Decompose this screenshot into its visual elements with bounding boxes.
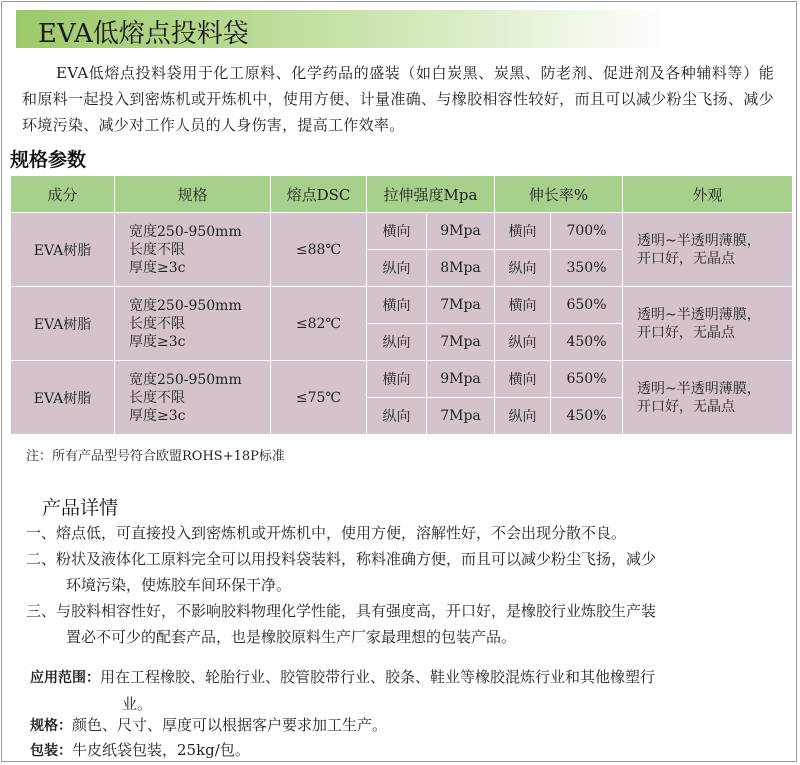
- cell-spec: [115, 213, 271, 287]
- header-component: 成分: [11, 176, 115, 213]
- cell-tensile-dir: 纵向: [367, 398, 427, 435]
- application-text-cont: 业。: [122, 695, 153, 713]
- spec-heading: 规格参数: [10, 149, 87, 171]
- spec-length: 长度不限: [129, 315, 185, 332]
- cell-tensile-dir: 横向: [367, 213, 427, 250]
- spec-width: 宽度250-950mm: [129, 371, 242, 388]
- header-melting: 熔点DSC: [271, 176, 367, 213]
- application-label: 应用范围：: [30, 670, 100, 686]
- application-range: [30, 664, 782, 717]
- cell-appearance: [623, 213, 793, 287]
- cell-elong-val: 650%: [551, 287, 623, 324]
- detail-line: 二、粉状及液体化工原料完全可以用投料袋装料，称料准确方便，而且可以减少粉尘飞扬，减少: [26, 550, 657, 568]
- cell-tensile-val: 8Mpa: [427, 250, 495, 287]
- intro-paragraph: EVA低熔点投料袋用于化工原料、化学药品的盛装（如白炭黑、炭黑、防老剂、促进剂及各种辅料等）能和原料一起投入到密炼机或开炼机中，使用方便、计量准确、与橡胶相容性较好，而且可以减少粉尘飞扬、减少环境污染、减少对工作人员的人身伤害，提高工作效率。: [22, 64, 774, 134]
- cell-elong-dir: 纵向: [495, 324, 551, 361]
- cell-appearance: [623, 361, 793, 435]
- cell-tensile-dir: 纵向: [367, 324, 427, 361]
- cell-tensile-dir: 纵向: [367, 250, 427, 287]
- title-banner: [16, 10, 666, 48]
- cell-elong-dir: 横向: [495, 361, 551, 398]
- cell-tensile-dir: 横向: [367, 287, 427, 324]
- detail-line: 三、与胶料相容性好，不影响胶料物理化学性能，具有强度高，开口好，是橡胶行业炼胶生产装: [26, 602, 657, 620]
- cell-component: EVA树脂: [11, 287, 115, 361]
- cell-elong-dir: 横向: [495, 213, 551, 250]
- cell-spec: [115, 361, 271, 435]
- table-row: [11, 213, 793, 250]
- cell-melting: ≤75℃: [271, 361, 367, 435]
- application-text: 用在工程橡胶、轮胎行业、胶管胶带行业、胶条、鞋业等橡胶混炼行业和其他橡塑行: [100, 668, 656, 686]
- appearance-line: 开口好，无晶点: [637, 250, 736, 267]
- spec-thickness: 厚度≥3c: [129, 407, 186, 424]
- appearance-line: 透明~半透明薄膜，: [637, 232, 761, 249]
- cell-component: EVA树脂: [11, 213, 115, 287]
- cell-elong-val: 700%: [551, 213, 623, 250]
- spec-length: 长度不限: [129, 389, 185, 406]
- spec-table: [10, 175, 793, 435]
- page-title: EVA低熔点投料袋: [38, 19, 249, 49]
- appearance-line: 开口好，无晶点: [637, 324, 736, 341]
- spec-text: 颜色、尺寸、厚度可以根据客户要求加工生产。: [72, 716, 388, 734]
- table-row: [11, 361, 793, 398]
- cell-tensile-val: 7Mpa: [427, 324, 495, 361]
- header-elongation: 伸长率%: [495, 176, 623, 213]
- cell-elong-dir: 纵向: [495, 398, 551, 435]
- spec-length: 长度不限: [129, 241, 185, 258]
- spec-thickness: 厚度≥3c: [129, 333, 186, 350]
- detail-line: 一、熔点低，可直接投入到密炼机或开炼机中，使用方便，溶解性好，不会出现分散不良。: [26, 524, 627, 542]
- spec-thickness: 厚度≥3c: [129, 259, 186, 276]
- spec-width: 宽度250-950mm: [129, 223, 242, 240]
- package-text: 牛皮纸袋包装，25kg/包。: [72, 741, 250, 759]
- cell-melting: ≤82℃: [271, 287, 367, 361]
- cell-elong-val: 350%: [551, 250, 623, 287]
- detail-item: [26, 520, 778, 546]
- package-line: [30, 737, 782, 764]
- detail-item: [26, 546, 778, 598]
- table-row: [11, 287, 793, 324]
- cell-tensile-val: 7Mpa: [427, 398, 495, 435]
- cell-tensile-dir: 横向: [367, 361, 427, 398]
- cell-component: EVA树脂: [11, 361, 115, 435]
- cell-elong-dir: 纵向: [495, 250, 551, 287]
- cell-tensile-val: 9Mpa: [427, 213, 495, 250]
- spec-label: 规格：: [30, 718, 72, 734]
- header-tensile: 拉伸强度Mpa: [367, 176, 495, 213]
- cell-spec: [115, 287, 271, 361]
- header-spec: 规格: [115, 176, 271, 213]
- cell-elong-val: 650%: [551, 361, 623, 398]
- appearance-line: 透明~半透明薄膜，: [637, 306, 761, 323]
- detail-line: 置必不可少的配套产品，也是橡胶原料生产厂家最理想的包装产品。: [66, 628, 517, 646]
- cell-elong-dir: 横向: [495, 287, 551, 324]
- header-appearance: 外观: [623, 176, 793, 213]
- package-label: 包装：: [30, 743, 72, 759]
- detail-line: 环境污染，使炼胶车间环保干净。: [66, 576, 292, 594]
- cell-tensile-val: 7Mpa: [427, 287, 495, 324]
- cell-appearance: [623, 287, 793, 361]
- appearance-line: 透明~半透明薄膜，: [637, 380, 761, 397]
- cell-tensile-val: 9Mpa: [427, 361, 495, 398]
- spec-line: [30, 712, 782, 739]
- detail-item: [26, 598, 778, 650]
- detail-heading: 产品详情: [42, 497, 119, 519]
- appearance-line: 开口好，无晶点: [637, 398, 736, 415]
- spec-width: 宽度250-950mm: [129, 297, 242, 314]
- cell-melting: ≤88℃: [271, 213, 367, 287]
- table-header-row: [11, 176, 793, 213]
- cell-elong-val: 450%: [551, 398, 623, 435]
- cell-elong-val: 450%: [551, 324, 623, 361]
- compliance-note: 注：所有产品型号符合欧盟ROHS+18P标准: [26, 449, 285, 464]
